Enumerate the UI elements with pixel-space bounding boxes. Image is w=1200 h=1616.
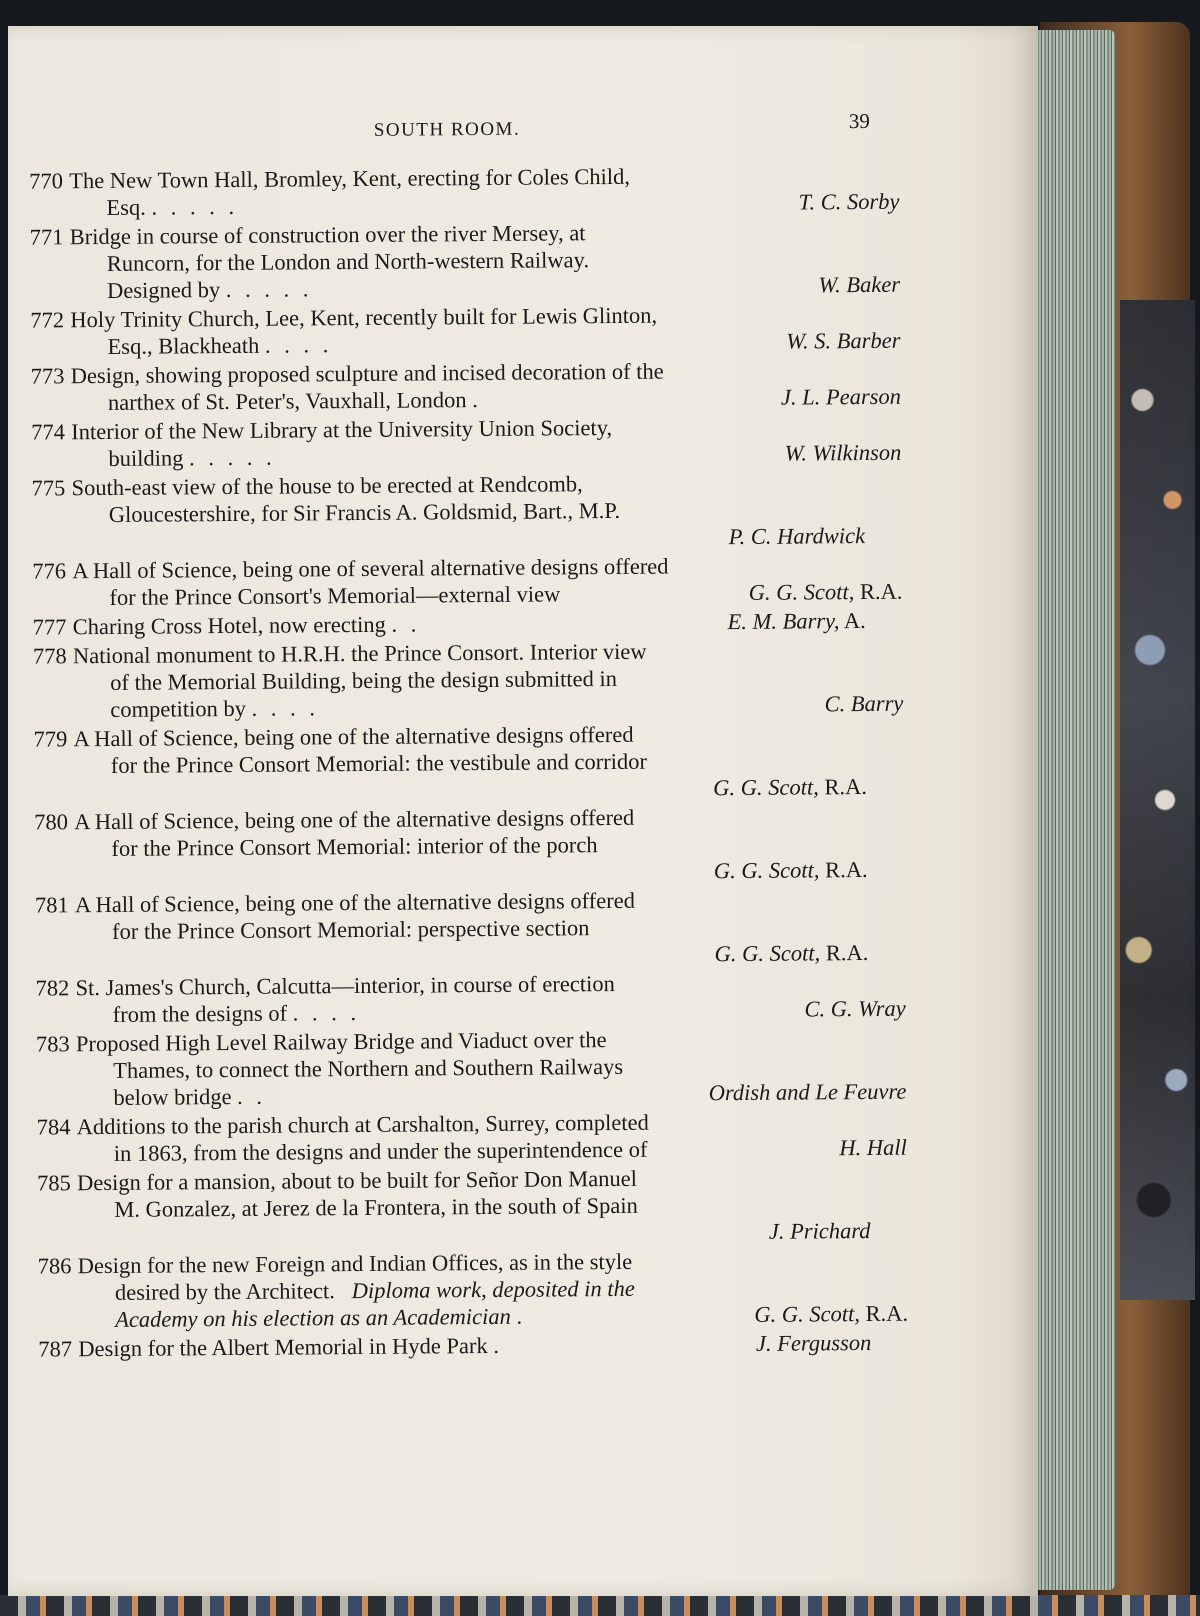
entry-text-line: A Hall of Science, being one of the alternative designs offered <box>73 721 634 752</box>
catalogue-entry-774 <box>31 412 902 473</box>
entry-author: W. S. Barber <box>786 327 901 354</box>
leader-dots: . . . . . <box>225 276 313 303</box>
author-suffix: A. <box>839 608 866 634</box>
entry-note-italic: Diploma work, deposited in the <box>351 1275 635 1304</box>
catalogue-entry-770 <box>29 161 900 222</box>
catalogue-entry-787 <box>38 1329 908 1363</box>
marbled-endpaper <box>1120 300 1195 1300</box>
entry-text-line: Holy Trinity Church, Lee, Kent, recently built for Lewis Glinton, <box>70 302 658 333</box>
entry-text-line <box>77 1134 907 1168</box>
author-suffix: R.A. <box>818 774 868 800</box>
entry-number: 772 <box>30 307 65 333</box>
entry-text: Esq. <box>106 194 146 220</box>
entry-author: W. Wilkinson <box>784 439 902 466</box>
catalogue-entry-773 <box>30 356 902 417</box>
entry-text-line: M. Gonzalez, at Jerez de la Frontera, in the south of Spain <box>114 1192 638 1222</box>
entry-text-line: of the Memorial Building, being the design submitted in <box>110 665 618 695</box>
entry-author <box>749 578 903 606</box>
entry-text-line: Bridge in course of construction over the river Mersey, at <box>69 220 586 250</box>
entry-text-line: Thames, to connect the Northern and Southern Railways <box>113 1053 624 1083</box>
entry-text-line <box>69 188 899 222</box>
entry-author <box>727 607 865 635</box>
entry-text-line: Design, showing proposed sculpture and incised decoration of the <box>70 358 664 389</box>
entry-text-line: Design for the new Foreign and Indian Offices, as in the style <box>77 1248 633 1279</box>
leader-dots: . . <box>237 1083 267 1109</box>
entry-text-line: National monument to H.R.H. the Prince Consort. Interior view <box>72 638 647 669</box>
page-content <box>29 23 909 1362</box>
catalogue-entry-779 <box>33 719 904 807</box>
entry-text-line: South-east view of the house to be erected at Rendcomb, <box>71 471 583 501</box>
entry-note-italic: Academy on his election as an Academician <box>115 1303 511 1332</box>
author-suffix: R.A. <box>819 857 868 883</box>
entry-text-line: for the Prince Consort Memorial: perspective section <box>112 915 590 944</box>
leader-dots: . <box>493 1332 504 1358</box>
entry-number: 774 <box>31 419 66 445</box>
catalogue-entry-780 <box>34 802 905 890</box>
entry-number: 787 <box>38 1336 73 1362</box>
catalogue-entry-772 <box>30 300 901 361</box>
author-name: E. M. Barry, <box>727 608 840 635</box>
entry-text: Designed by <box>106 277 221 303</box>
author-name: G. G. Scott, <box>714 940 821 967</box>
entry-number: 784 <box>36 1114 71 1140</box>
leader-dots: . . . . <box>251 695 320 721</box>
entry-number: 771 <box>29 224 64 250</box>
entry-number: 781 <box>34 892 69 918</box>
entry-text-line: A Hall of Science, being one of the alternative designs offered <box>74 887 636 918</box>
entry-text-line: for the Prince Consort Memorial: interior of the porch <box>111 832 598 861</box>
entry-number: 773 <box>30 363 65 389</box>
entry-text-line <box>73 607 866 640</box>
catalogue-entry-784 <box>36 1107 907 1168</box>
entry-text: Design for the Albert Memorial in Hyde Park <box>78 1333 488 1362</box>
entry-text-line: A Hall of Science, being one of several alternative designs offered <box>72 553 669 584</box>
entry-text: in 1863, from the designs and under the superintendence of <box>113 1136 648 1166</box>
leader-dots: . <box>516 1303 527 1329</box>
entry-number: 783 <box>35 1031 70 1057</box>
entry-text-line <box>76 995 906 1029</box>
catalogue-entry-778 <box>32 636 904 724</box>
leader-dots: . . <box>391 611 421 637</box>
entry-author: T. C. Sorby <box>798 188 900 215</box>
author-suffix: R.A. <box>859 1300 909 1327</box>
entry-text-line: Interior of the New Library at the University Union Society, <box>71 414 613 445</box>
catalogue-entry-783 <box>35 1024 907 1112</box>
catalogue-entry-771 <box>29 217 901 305</box>
entry-author: Ordish and Le Feuvre <box>708 1078 907 1106</box>
entry-number: 770 <box>29 168 64 194</box>
entry-text: Charing Cross Hotel, now erecting <box>72 611 386 640</box>
entry-text-line <box>76 1078 906 1112</box>
catalogue-entry-781 <box>34 885 906 973</box>
book-page <box>8 26 1038 1596</box>
entry-author: P. C. Hardwick <box>728 523 866 550</box>
entry-author: H. Hall <box>839 1134 907 1161</box>
entry-text: competition by <box>110 695 247 722</box>
catalogue-entry-776 <box>32 551 903 612</box>
entry-text-line: Gloucestershire, for Sir Francis A. Goldsmid, Bart., M.P. <box>108 497 621 527</box>
leader-dots: . . . . . <box>188 444 276 471</box>
entry-text-line: Runcorn, for the London and North-western Railway. <box>106 247 590 276</box>
author-suffix: R.A. <box>820 940 869 966</box>
entry-text-line: St. James's Church, Calcutta—interior, in course of erection <box>75 970 615 1001</box>
entry-text: for the Prince Consort's Memorial—external view <box>109 581 561 610</box>
author-suffix: R.A. <box>854 578 903 605</box>
entry-text-line: Proposed High Level Railway Bridge and Viaduct over the <box>75 1027 607 1057</box>
entry-text-line <box>71 439 901 473</box>
entry-text-line <box>73 690 903 724</box>
catalogue-entry-782 <box>35 968 906 1029</box>
entry-author: W. Baker <box>818 271 901 298</box>
page-number: 39 <box>848 108 870 134</box>
entry-text: from the designs of <box>112 1000 288 1027</box>
entry-text-line <box>70 271 900 305</box>
entry-author: C. G. Wray <box>804 995 906 1022</box>
author-name: G. G. Scott, <box>713 857 820 884</box>
entry-number: 776 <box>32 558 67 584</box>
author-name: G. G. Scott, <box>754 1301 861 1327</box>
entry-text: Esq., Blackheath <box>107 332 260 359</box>
leader-dots: . . . . <box>292 999 361 1026</box>
entry-author: J. Prichard <box>768 1217 871 1244</box>
entry-text: desired by the Architect. <box>114 1278 335 1305</box>
entry-text-line <box>78 1300 908 1334</box>
page-edges <box>1035 30 1115 1590</box>
leader-dots: . <box>472 387 482 413</box>
entry-number: 786 <box>37 1253 72 1279</box>
entry-text-line <box>71 383 901 417</box>
catalogue-entry-785 <box>36 1163 908 1251</box>
entry-text-line: Design for a mansion, about to be built for Señor Don Manuel <box>76 1165 638 1196</box>
entry-number: 782 <box>35 975 70 1001</box>
entry-text-line <box>70 327 900 361</box>
catalogue-entry-777 <box>32 607 903 641</box>
entry-text-line <box>72 578 902 612</box>
entry-text-line <box>78 1329 871 1362</box>
entry-number: 777 <box>32 614 67 640</box>
entry-author: J. Fergusson <box>755 1329 872 1356</box>
catalogue-entry-775 <box>31 468 903 556</box>
author-name: G. G. Scott, <box>713 774 819 801</box>
entry-text: narthex of St. Peter's, Vauxhall, London <box>107 387 467 415</box>
entry-text-line: The New Town Hall, Bromley, Kent, erecting for Coles Child, <box>69 163 631 194</box>
entry-author <box>754 1300 908 1328</box>
entry-number: 778 <box>32 643 67 669</box>
entry-number: 779 <box>33 726 68 752</box>
entry-text-line: for the Prince Consort Memorial: the vestibule and corridor <box>110 748 648 778</box>
bottom-marble-edge <box>0 1595 1200 1616</box>
catalogue-entry-786 <box>37 1246 909 1334</box>
running-head: SOUTH ROOM. <box>373 118 521 141</box>
entry-text-line: A Hall of Science, being one of the alternative designs offered <box>74 804 635 835</box>
leader-dots: . . . . . <box>151 193 239 220</box>
entry-text: below bridge <box>113 1084 232 1110</box>
author-name: G. G. Scott, <box>748 579 855 605</box>
entry-number: 785 <box>36 1170 71 1196</box>
leader-dots: . . . . <box>264 332 333 358</box>
entry-author: J. L. Pearson <box>780 383 902 410</box>
entry-author: C. Barry <box>824 690 904 717</box>
catalogue-entries <box>29 161 909 1364</box>
entry-text: building <box>108 445 184 471</box>
entry-number: 775 <box>31 475 66 501</box>
entry-number: 780 <box>34 809 69 835</box>
entry-text-line: Additions to the parish church at Carshalton, Surrey, completed <box>76 1109 649 1140</box>
